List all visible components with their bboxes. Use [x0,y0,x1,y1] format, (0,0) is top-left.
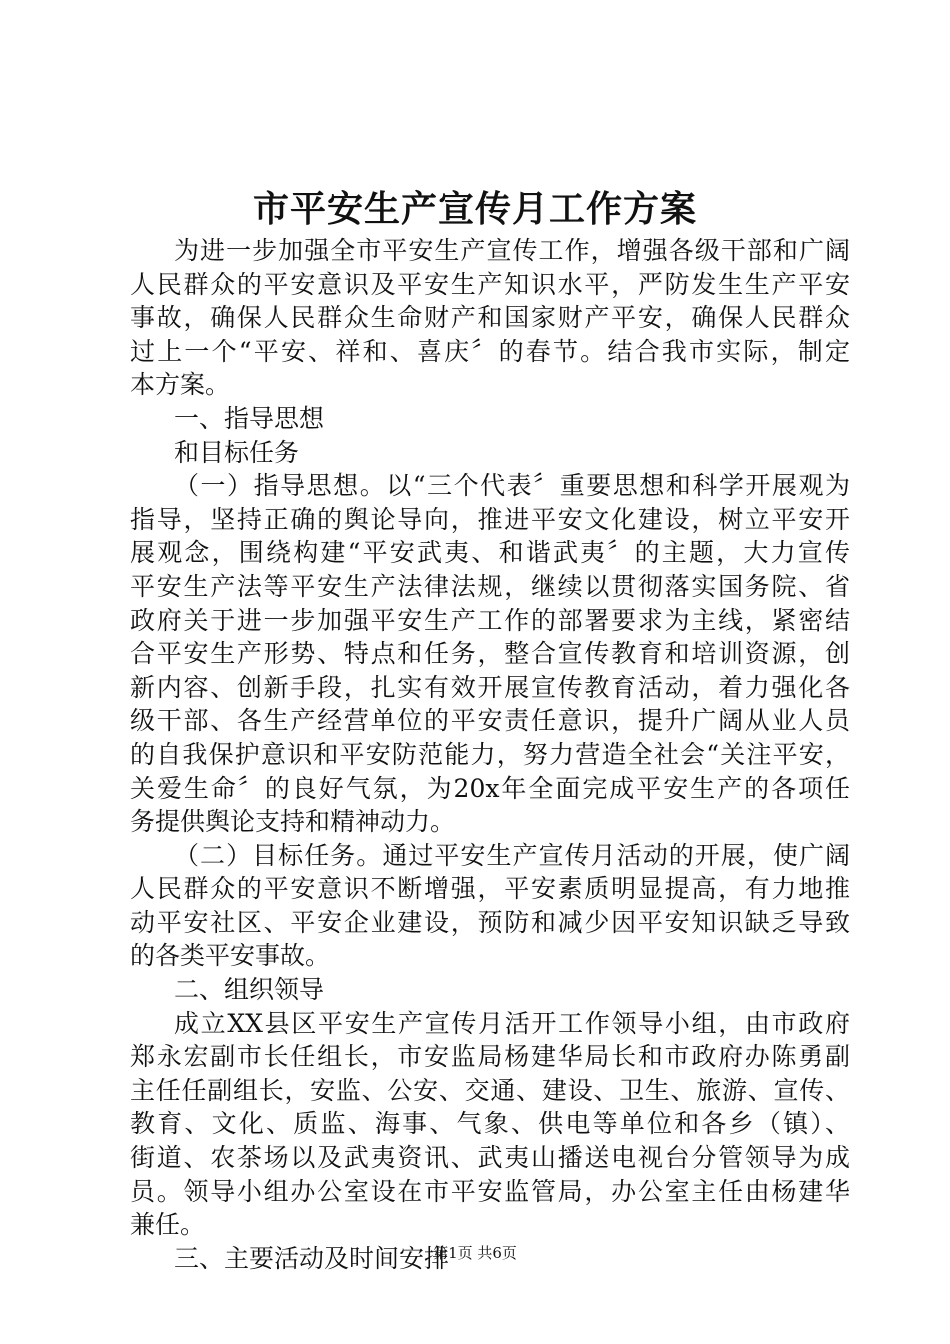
page-footer: 第1页 共6页 [433,1244,517,1262]
paragraph-line: 关爱生命〞的良好气氛，为20x年全面完成平安生产的各项任 [130,773,850,803]
section-heading: 二、组织领导 [174,975,325,1005]
paragraph-line: 合平安生产形势、特点和任务，整合宣传教育和培训资源，创 [130,639,850,669]
section-heading: 三、主要活动及时间安排 [174,1243,450,1273]
paragraph-line: （一）指导思想。以“三个代表〞重要思想和科学开展观为 [174,471,850,501]
paragraph-line: 本方案。 [130,370,231,400]
paragraph-line: 的各类平安事故。 [130,941,331,971]
paragraph-line: 主任任副组长，安监、公安、交通、建设、卫生、旅游、宣传、 [130,1075,850,1105]
document-title: 市平安生产宣传月工作方案 [252,188,697,230]
paragraph-line: 过上一个“平安、祥和、喜庆〞的春节。结合我市实际，制定 [130,336,850,366]
paragraph-line: 的自我保护意识和平安防范能力，努力营造全社会“关注平安， [130,739,850,769]
paragraph-line: 务提供舆论支持和精神动力。 [130,807,456,837]
paragraph-line: 事故，确保人民群众生命财产和国家财产平安，确保人民群众 [130,303,850,333]
paragraph-line: 兼任。 [130,1210,206,1240]
paragraph-line: 级干部、各生产经营单位的平安责任意识，提升广阔从业人员 [130,706,850,736]
paragraph-line: 指导，坚持正确的舆论导向，推进平安文化建设，树立平安开 [130,504,850,534]
paragraph-line: 人民群众的平安意识及平安生产知识水平，严防发生生产平安 [130,269,850,299]
paragraph-line: 展观念，围绕构建“平安武夷、和谐武夷〞的主题，大力宣传 [130,538,850,568]
paragraph-line: 员。领导小组办公室设在市平安监管局，办公室主任由杨建华 [130,1176,850,1206]
paragraph-line: （二）目标任务。通过平安生产宣传月活动的开展，使广阔 [174,840,850,870]
paragraph-line: 教育、文化、质监、海事、气象、供电等单位和各乡（镇）、 [130,1109,850,1139]
paragraph-line: 动平安社区、平安企业建设，预防和减少因平安知识缺乏导致 [130,907,850,937]
paragraph-line: 为进一步加强全市平安生产宣传工作，增强各级干部和广阔 [174,236,850,265]
paragraph-line: 新内容、创新手段，扎实有效开展宣传教育活动，着力强化各 [130,672,850,702]
paragraph-line: 郑永宏副市长任组长，市安监局杨建华局长和市政府办陈勇副 [130,1042,850,1072]
section-heading: 一、指导思想 [174,403,325,433]
section-heading: 和目标任务 [174,437,300,467]
paragraph-line: 政府关于进一步加强平安生产工作的部署要求为主线，紧密结 [130,605,850,635]
paragraph-line: 平安生产法等平安生产法律法规，继续以贯彻落实国务院、省 [130,571,850,601]
paragraph-line: 人民群众的平安意识不断增强，平安素质明显提高，有力地推 [130,874,850,904]
paragraph-line: 成立XX县区平安生产宣传月活开工作领导小组，由市政府 [174,1008,850,1038]
document-body [130,234,850,1275]
paragraph-line: 街道、农茶场以及武夷资讯、武夷山播送电视台分管领导为成 [130,1143,850,1173]
